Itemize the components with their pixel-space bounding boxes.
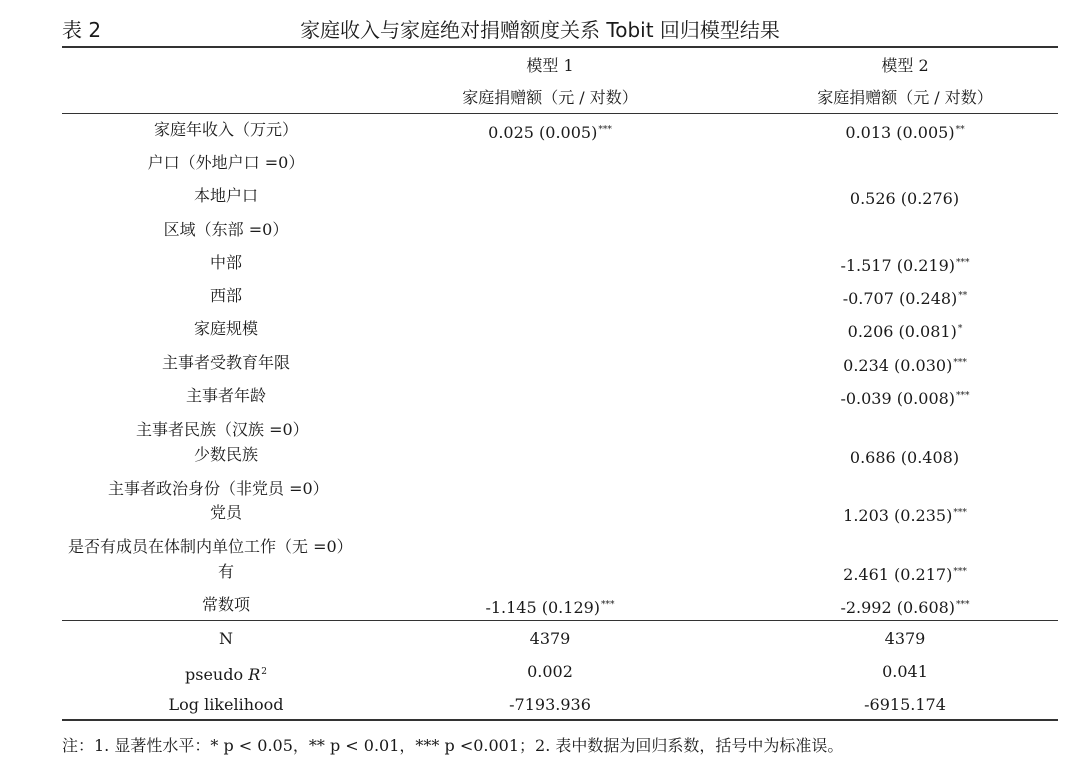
row-label: 家庭规模 — [193, 319, 258, 338]
coef-value: -1.145 (0.129) — [485, 598, 601, 617]
stat-pseudo-r: R — [248, 665, 261, 684]
row-label: 区域（东部 =0） — [163, 220, 289, 239]
row-label: 本地户口 — [193, 186, 258, 205]
table-title: 家庭收入与家庭绝对捐赠额度关系 Tobit 回归模型结果 — [300, 18, 780, 42]
coef-value: 2.461 (0.217) — [843, 565, 953, 584]
row-m1-value — [400, 537, 700, 560]
row-m2-value — [752, 503, 1058, 526]
header-model1: 模型 1 — [526, 56, 574, 75]
stat-pseudo-sup: 2 — [261, 667, 267, 677]
row-m1-value — [400, 220, 700, 243]
row-m2-value — [752, 153, 1058, 176]
row-label: 是否有成员在体制内单位工作（无 =0） — [68, 537, 353, 556]
row-label: 主事者受教育年限 — [161, 353, 290, 372]
coef-value: 1.203 (0.235) — [843, 506, 953, 525]
row-m2-value — [752, 220, 1058, 243]
row-label: 党员 — [209, 503, 242, 522]
row-m1-value — [400, 595, 700, 618]
row-m2-value — [752, 253, 1058, 276]
coef-value: 0.013 (0.005) — [845, 123, 955, 142]
stat-pseudo-text: pseudo — [185, 665, 244, 684]
row-label: 西部 — [209, 286, 242, 305]
row-m2-value — [752, 595, 1058, 618]
row-m1-value — [400, 319, 700, 342]
row-m2-value — [752, 386, 1058, 409]
coef-value: 0.025 (0.005) — [488, 123, 598, 142]
row-label: 户口（外地户口 =0） — [147, 153, 305, 172]
stat-m2-pseudo-r2: 0.041 — [882, 662, 928, 681]
row-label: 有 — [217, 562, 234, 581]
row-m2-value — [752, 120, 1058, 143]
significance-stars: *** — [956, 600, 970, 610]
row-m1-value — [400, 420, 700, 443]
bottom-rule — [62, 719, 1058, 721]
stat-label-pseudo-r2 — [62, 662, 390, 685]
row-m2-value — [752, 562, 1058, 585]
row-m2-value — [752, 186, 1058, 209]
row-m1-value — [400, 562, 700, 585]
row-label: 家庭年收入（万元） — [153, 120, 298, 139]
stat-label-loglik: Log likelihood — [168, 695, 284, 714]
stat-m2-n: 4379 — [884, 629, 926, 648]
row-m2-value — [752, 353, 1058, 376]
coef-value: -1.517 (0.219) — [840, 256, 956, 275]
row-m2-value — [752, 286, 1058, 309]
stat-m1-n: 4379 — [529, 629, 571, 648]
top-rule — [62, 46, 1058, 48]
stat-label-n: N — [219, 629, 233, 648]
significance-stars: ** — [958, 291, 968, 301]
stat-m1-loglik: -7193.936 — [509, 695, 591, 714]
coef-value: 0.686 (0.408) — [849, 448, 960, 467]
row-label: 中部 — [209, 253, 242, 272]
row-m1-value — [400, 186, 700, 209]
row-m2-value — [752, 319, 1058, 342]
significance-stars: *** — [953, 567, 967, 577]
row-m1-value — [400, 386, 700, 409]
stats-rule — [62, 620, 1058, 621]
stat-m1-pseudo-r2: 0.002 — [527, 662, 573, 681]
row-m2-value — [752, 537, 1058, 560]
title-row — [0, 10, 1080, 44]
stat-m2-loglik: -6915.174 — [864, 695, 946, 714]
coef-value: -2.992 (0.608) — [840, 598, 956, 617]
header-dep1: 家庭捐赠额（元 / 对数） — [462, 88, 638, 107]
row-m1-value — [400, 253, 700, 276]
table-number: 表 2 — [62, 18, 102, 42]
row-m1-value — [400, 120, 700, 143]
row-m1-value — [400, 353, 700, 376]
significance-stars: *** — [956, 391, 970, 401]
row-label: 主事者年龄 — [185, 386, 266, 405]
row-m2-value — [752, 479, 1058, 502]
significance-stars: *** — [601, 600, 615, 610]
significance-stars: * — [957, 324, 963, 334]
row-m2-value — [752, 445, 1058, 468]
coef-value: 0.206 (0.081) — [847, 322, 957, 341]
significance-stars: *** — [953, 508, 967, 518]
header-rule — [62, 113, 1058, 114]
row-m2-value — [752, 420, 1058, 443]
coef-value: 0.526 (0.276) — [849, 189, 960, 208]
significance-stars: *** — [953, 358, 967, 368]
coef-value: -0.039 (0.008) — [840, 389, 956, 408]
row-label: 少数民族 — [193, 445, 258, 464]
row-m1-value — [400, 479, 700, 502]
coef-value: -0.707 (0.248) — [842, 289, 958, 308]
coef-value: 0.234 (0.030) — [843, 356, 953, 375]
significance-stars: *** — [956, 258, 970, 268]
row-label: 常数项 — [201, 595, 250, 614]
row-m1-value — [400, 153, 700, 176]
significance-stars: ** — [955, 125, 965, 135]
header-model2: 模型 2 — [881, 56, 929, 75]
row-label: 主事者政治身份（非党员 =0） — [108, 479, 329, 498]
header-dep2: 家庭捐赠额（元 / 对数） — [817, 88, 993, 107]
table-note: 注：1. 显著性水平：* p < 0.05，** p < 0.01，*** p <0.001；2. 表中数据为回归系数，括号中为标准误。 — [62, 736, 844, 755]
row-m1-value — [400, 286, 700, 309]
row-m1-value — [400, 503, 700, 526]
significance-stars: *** — [598, 125, 612, 135]
row-m1-value — [400, 445, 700, 468]
row-label: 主事者民族（汉族 =0） — [136, 420, 309, 439]
